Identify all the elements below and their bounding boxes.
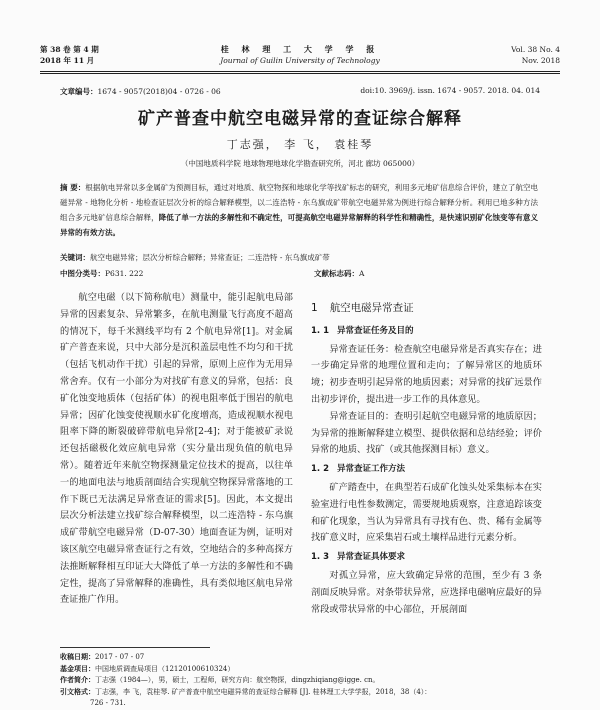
section-1-1-heading [311, 323, 542, 340]
abstract-text-bold: 降低了单一方法的多解性和不确定性，可提高航空电磁异常解释的科学性和精确性，是快速识别矿化蚀变等有意义异常的有效方法。 [60, 213, 539, 237]
paragraph-purpose: 异常查证目的：查明引起航空电磁异常的地质原因；为异常的推断解释建立模型、提供依据和总结经验；评价异常的地质、找矿（或其他探测目标）意义。 [311, 410, 542, 456]
footnote-citation [60, 687, 540, 699]
abstract [60, 180, 538, 240]
section-1-3-title: 异常查证具体要求 [337, 552, 406, 563]
article-ident [60, 86, 540, 97]
volume-issue: 第 38 卷 第 4 期 [40, 45, 99, 54]
date-en: Nov. 2018 [521, 56, 560, 65]
affiliation: （中国地质科学院 地球物理地球化学勘查研究所，河北 廊坊 065000） [180, 159, 420, 168]
doc-code: A [359, 269, 365, 278]
header-right [511, 44, 560, 66]
doc-code-label: 文献标志码： [314, 269, 359, 278]
citation-text: 丁志强，李 飞，袁桂琴. 矿产普查中航空电磁异常的查证综合解释 [J]. 桂林理工大学学报，2018，38（4）： [95, 687, 432, 696]
clc-label: 中图分类号： [60, 269, 105, 278]
header-date: 2018 年 11 月 [40, 56, 95, 65]
keywords [60, 252, 540, 263]
section-1-1-title: 异常查证任务及目的 [337, 325, 414, 336]
section-1-heading [311, 300, 542, 317]
section-1-3-number: 1. 3 [311, 552, 330, 563]
intro-paragraph: 航空电磁（以下简称航电）测量中，能引起航电局部异常的因素复杂、异常繁多，在航电测量飞行高度不超高的情况下，每千米测线平均有 2 个航电异常[1]。对金属矿产普查来说，只中大部分是沉积盖层电性不均匀和干扰（包括飞机动作干扰）引起的异常，原则上应作为无用异常舍弃。仅有一小部分为对找矿有意义的异常，包括：良矿化蚀变地质体（包括矿体）的视电阻率低于围岩的航电异常；因矿化蚀变使视顺水矿化度增高，造成视顺水视电阻率下降的断裂破碎带航电异常[2-4]；对于能被矿录说还包括磁极化效应航电异常（实分量出现负值的航电异常）。随着近年来航空物探测量定位技术的提高，以往单一的地面电法与地质剖面结合实现航空物探异常落地的工作下既已无法满足异常查证的需求[5]。因此，本文提出层次分析法建立找矿综合解释模型，以二连浩特 - 东乌旗成矿带航空电磁异常（D-07-30）地面查证为例，证明对该区航空电磁异常查证行之有效，空地结合的多种高探方法推断解释相互印证大大降低了单一方法的多解性和不确定性，提高了异常解释的准确性，具有类似地区航电异常查证推广作用。 [60, 292, 293, 606]
abstract-label: 摘 要： [60, 183, 86, 192]
paragraph-task: 异常查证任务：检查航空电磁异常是否真实存在；进一步确定异常的地理位置和走向；了解异常区的地质环境；初步查明引起异常的地质因素；对异常的找矿远景作出初步评价，提出进一步工作的具体意见。 [311, 343, 542, 405]
footnote-received [60, 652, 540, 664]
body-column-left [60, 290, 293, 609]
classification [60, 268, 540, 279]
section-1-3-heading [311, 549, 542, 566]
received-date: 2017 - 07 - 07 [95, 653, 145, 661]
header-journal [40, 44, 560, 66]
section-1-title: 航空电磁异常查证 [329, 302, 414, 314]
abstract-text: 根据航电异常以多金属矿为预测目标，通过对地质、航空物探和地球化学等找矿标志的研究，利用多元地矿信息综合评价，建立了航空电磁异常 - 地物化分析 - 地检查证层次分析的综合解释模型，以二连浩特 - 东乌旗成矿带航空电磁异常为例进行综合解释分析。利用已地多种方法组合多元地矿信息综合解释， [60, 183, 538, 222]
article-no-label: 文章编号： [60, 87, 98, 96]
received-label: 收稿日期： [60, 653, 95, 661]
journal-name-en: Journal of Guilin University of Technology [220, 56, 380, 65]
body-column-right [311, 290, 542, 618]
article-title: 矿产普查中航空电磁异常的查证综合解释 [138, 109, 462, 129]
header-rule-top [40, 71, 560, 72]
section-1-number: 1 [311, 302, 318, 314]
keywords-text: 航空电磁异常；层次分析综合解释；异常查证；二连浩特 - 东乌旗成矿带 [90, 253, 330, 262]
fund-label: 基金项目： [60, 664, 95, 673]
footnote-author [60, 675, 540, 687]
citation-pages: 726 - 731. [90, 699, 126, 707]
section-1-2-heading [311, 461, 542, 478]
section-1-2-number: 1. 2 [311, 464, 330, 475]
section-1-1-number: 1. 1 [311, 325, 330, 336]
doc-code-block [314, 268, 364, 279]
clc-code: P631. 222 [105, 269, 144, 278]
authors: 丁志强， 李 飞， 袁桂琴 [226, 138, 374, 151]
citation-label: 引文格式： [60, 687, 95, 696]
author-bio-text: 丁志强（1984—），男，硕士，工程师，研究方向：航空物探，dingzhiqiang@igge. cn。 [95, 676, 380, 684]
article-no: 1674 - 9057(2018)04 - 0726 - 06 [97, 87, 221, 96]
footnote [60, 652, 540, 710]
fund-text: 中国地质调查局项目（12120100610324） [95, 664, 235, 673]
footnote-rule [60, 647, 210, 648]
doi: doi:10. 3969/j. issn. 1674 - 9057. 2018. 04. 014 [360, 86, 540, 95]
paragraph-method: 矿产踏查中，在典型若石成矿化蚀头处采集标本在实验室进行电性参数测定，需要规地质观察，注意追踪该变和矿化现象，当认为异常具有寻找有色、贵、稀有金属等找矿意义时，应采集岩石或土壤样品进行元素分析。 [311, 481, 542, 544]
paragraph-requirements: 对孤立异常，应大致确定异常的范围，至少有 3 条剖面反映异常。对条带状异常，应选择电磁响应最好的异常段或带状异常的中心部位，开展剖面 [311, 569, 542, 615]
header-rule-bottom [40, 73, 560, 74]
section-1-2-title: 异常查证工作方法 [337, 464, 406, 475]
footnote-fund [60, 664, 540, 676]
author-bio-label: 作者简介： [60, 676, 95, 684]
volume-en: Vol. 38 No. 4 [511, 45, 560, 54]
keywords-label: 关键词： [60, 253, 90, 262]
journal-name-cn: 桂 林 理 工 大 学 学 报 [220, 44, 380, 54]
